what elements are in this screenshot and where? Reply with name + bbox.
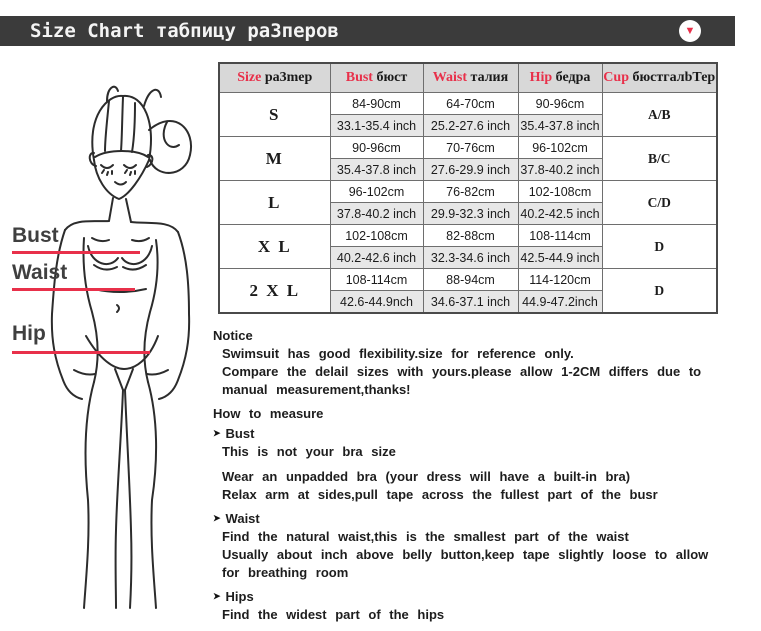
cup-value: B/C	[602, 137, 717, 181]
waist-cm: 70-76cm	[423, 137, 518, 159]
hip-inch: 35.4-37.8 inch	[518, 115, 602, 137]
bust-inch: 42.6-44.9nch	[330, 291, 423, 314]
page-title: Size Chart табпицу ра3перов	[30, 20, 339, 42]
col-header-cup: Cup бюстгалbТер	[602, 63, 717, 93]
bust-cm: 90-96cm	[330, 137, 423, 159]
hips-section-title: ➤ Hips	[213, 589, 254, 604]
info-block	[213, 328, 759, 631]
how-to-measure-heading: How to measure	[213, 406, 324, 421]
waist-cm: 88-94cm	[423, 269, 518, 291]
hip-cm: 96-102cm	[518, 137, 602, 159]
arrow-bullet-icon: ➤	[213, 428, 221, 438]
size-value: X L	[219, 225, 330, 269]
col-header-size: Size ра3mер	[219, 63, 330, 93]
bust-inch: 35.4-37.8 inch	[330, 159, 423, 181]
waist-inch: 32.3-34.6 inch	[423, 247, 518, 269]
size-value: S	[219, 93, 330, 137]
hip-cm: 108-114cm	[518, 225, 602, 247]
body-figure-illustration	[28, 68, 228, 608]
notice-text: Swimsuit has good flexibility.size for reference only. Compare the delail sizes with yours.please allow 1-2CM differs due to manual measurement,thanks!	[222, 346, 702, 397]
bust-inch: 37.8-40.2 inch	[330, 203, 423, 225]
waist-cm: 82-88cm	[423, 225, 518, 247]
bust-inch: 33.1-35.4 inch	[330, 115, 423, 137]
hip-inch: 40.2-42.5 inch	[518, 203, 602, 225]
cup-value: A/B	[602, 93, 717, 137]
arrow-bullet-icon: ➤	[213, 591, 221, 601]
size-chart-table	[218, 62, 718, 314]
hip-cm: 90-96cm	[518, 93, 602, 115]
waist-measure-line	[12, 288, 135, 291]
waist-section-title: ➤ Waist	[213, 511, 260, 526]
hip-inch: 44.9-47.2inch	[518, 291, 602, 314]
hip-measure-line	[12, 351, 150, 354]
table-row	[219, 137, 717, 159]
hip-cm: 114-120cm	[518, 269, 602, 291]
hip-inch: 42.5-44.9 inch	[518, 247, 602, 269]
waist-label: Waist	[12, 261, 68, 284]
bust-section-title: ➤ Bust	[213, 426, 255, 441]
title-bar	[0, 16, 735, 46]
bust-measure-line	[12, 251, 140, 254]
col-header-hip: Hip бедра	[518, 63, 602, 93]
bust-cm: 102-108cm	[330, 225, 423, 247]
col-header-bust: Bust бюст	[330, 63, 423, 93]
table-header-row	[219, 63, 717, 93]
col-header-waist: Waist талия	[423, 63, 518, 93]
bust-cm: 96-102cm	[330, 181, 423, 203]
bust-cm: 108-114cm	[330, 269, 423, 291]
notice-heading: Notice	[213, 328, 253, 343]
table-row	[219, 181, 717, 203]
bust-label: Bust	[12, 224, 59, 247]
bust-cm: 84-90cm	[330, 93, 423, 115]
waist-cm: 76-82cm	[423, 181, 518, 203]
waist-inch: 25.2-27.6 inch	[423, 115, 518, 137]
waist-inch: 27.6-29.9 inch	[423, 159, 518, 181]
table-row	[219, 269, 717, 291]
size-value: M	[219, 137, 330, 181]
hip-inch: 37.8-40.2 inch	[518, 159, 602, 181]
size-value: L	[219, 181, 330, 225]
table-row	[219, 93, 717, 115]
waist-cm: 64-70cm	[423, 93, 518, 115]
dropdown-arrow-icon: ▼	[684, 25, 696, 37]
waist-section-text: Find the natural waist,this is the smallest part of the waist Usually about inch above belly button,keep tape slightly loose to allow for breathing room	[222, 529, 709, 580]
waist-inch: 29.9-32.3 inch	[423, 203, 518, 225]
cup-value: D	[602, 225, 717, 269]
hip-label: Hip	[12, 322, 46, 345]
hips-section-text: Find the widest part of the hips	[222, 607, 445, 622]
bust-inch: 40.2-42.6 inch	[330, 247, 423, 269]
waist-inch: 34.6-37.1 inch	[423, 291, 518, 314]
hip-cm: 102-108cm	[518, 181, 602, 203]
cup-value: D	[602, 269, 717, 314]
size-value: 2 X L	[219, 269, 330, 314]
cup-value: C/D	[602, 181, 717, 225]
arrow-bullet-icon: ➤	[213, 513, 221, 523]
bust-section-text: Wear an unpadded bra (your dress will have a built-in bra) Relax arm at sides,pull tape across the fullest part of the busr	[222, 469, 658, 502]
bust-section-text: This is not your bra size	[222, 444, 396, 459]
collapse-toggle-button[interactable]	[679, 20, 701, 42]
table-row	[219, 225, 717, 247]
